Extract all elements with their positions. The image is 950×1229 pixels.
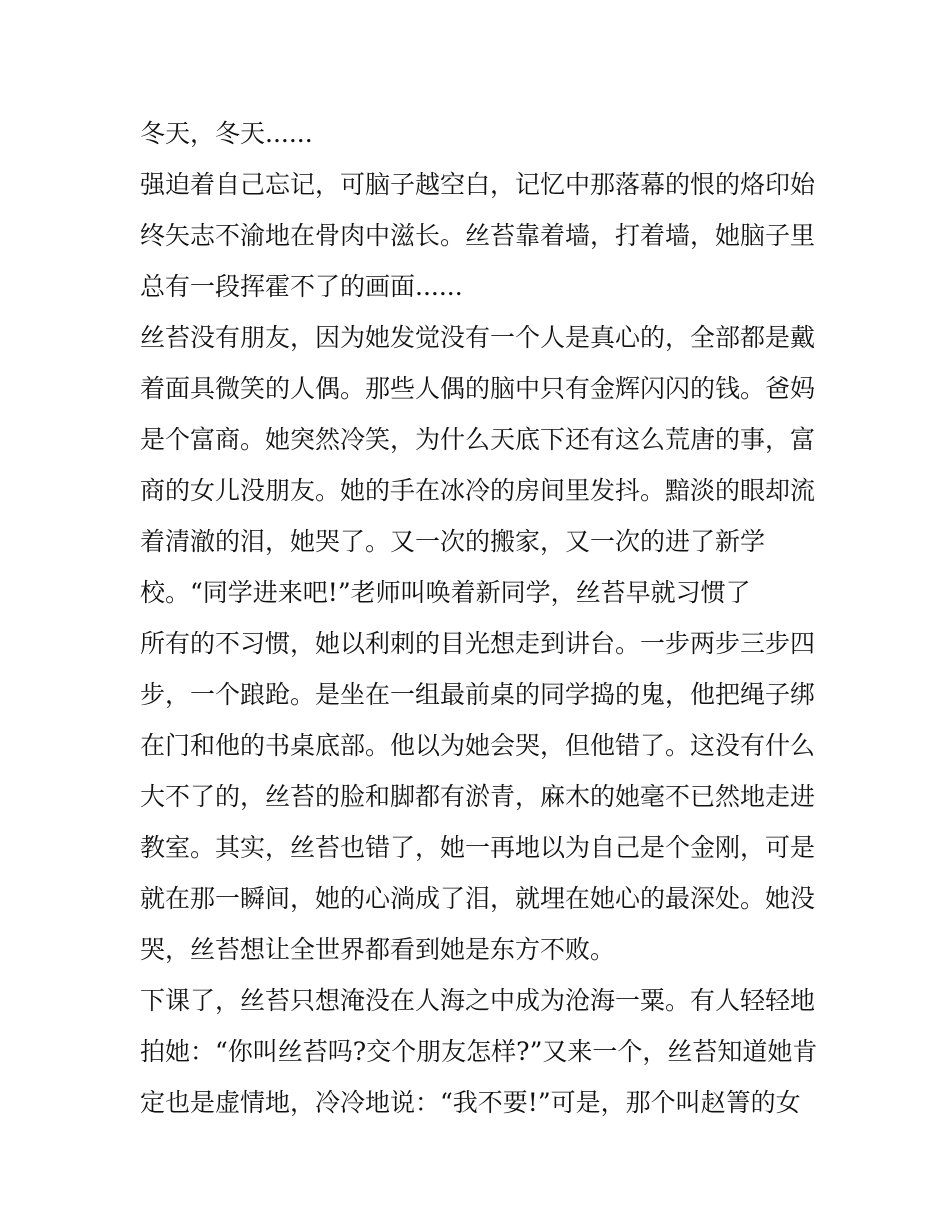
text-line-10: 校。“同学进来吧!”老师叫唤着新同学，丝苔早就习惯了 xyxy=(140,578,751,607)
text-line-8: 商的女儿没朋友。她的手在冰冷的房间里发抖。黯淡的眼却流 xyxy=(140,476,816,505)
text-line-14: 大不了的，丝苔的脸和脚都有淤青，麻木的她毫不已然地走进 xyxy=(140,782,816,811)
text-line-3: 终矢志不渝地在骨肉中滋长。丝苔靠着墙，打着墙，她脑子里 xyxy=(140,221,816,250)
document-text xyxy=(140,108,820,1128)
text-line-5: 丝苔没有朋友，因为她发觉没有一个人是真心的，全部都是戴 xyxy=(140,323,816,352)
text-line-17: 哭，丝苔想让全世界都看到她是东方不败。 xyxy=(140,935,616,964)
text-line-20: 定也是虚情地，冷冷地说：“我不要!”可是，那个叫赵箐的女 xyxy=(140,1088,801,1117)
text-line-19: 拍她：“你叫丝苔吗?交个朋友怎样?”又来一个，丝苔知道她肯 xyxy=(140,1037,818,1066)
text-line-15: 教室。其实，丝苔也错了，她一再地以为自己是个金刚，可是 xyxy=(140,833,816,862)
text-line-9: 着清澈的泪，她哭了。又一次的搬家，又一次的进了新学 xyxy=(140,527,766,556)
text-line-1: 冬天，冬天...... xyxy=(140,119,313,148)
text-line-11: 所有的不习惯，她以利刺的目光想走到讲台。一步两步三步四 xyxy=(140,629,816,658)
text-line-4: 总有一段挥霍不了的画面...... xyxy=(140,272,463,301)
text-line-6: 着面具微笑的人偶。那些人偶的脑中只有金辉闪闪的钱。爸妈 xyxy=(140,374,816,403)
text-line-18: 下课了，丝苔只想淹没在人海之中成为沧海一粟。有人轻轻地 xyxy=(140,986,816,1015)
text-line-12: 步，一个踉跄。是坐在一组最前桌的同学捣的鬼，他把绳子绑 xyxy=(140,680,816,709)
text-line-13: 在门和他的书桌底部。他以为她会哭，但他错了。这没有什么 xyxy=(140,731,816,760)
text-line-16: 就在那一瞬间，她的心淌成了泪，就埋在她心的最深处。她没 xyxy=(140,884,816,913)
text-line-7: 是个富商。她突然冷笑，为什么天底下还有这么荒唐的事，富 xyxy=(140,425,816,454)
text-line-2: 强迫着自己忘记，可脑子越空白，记忆中那落幕的恨的烙印始 xyxy=(140,170,816,199)
